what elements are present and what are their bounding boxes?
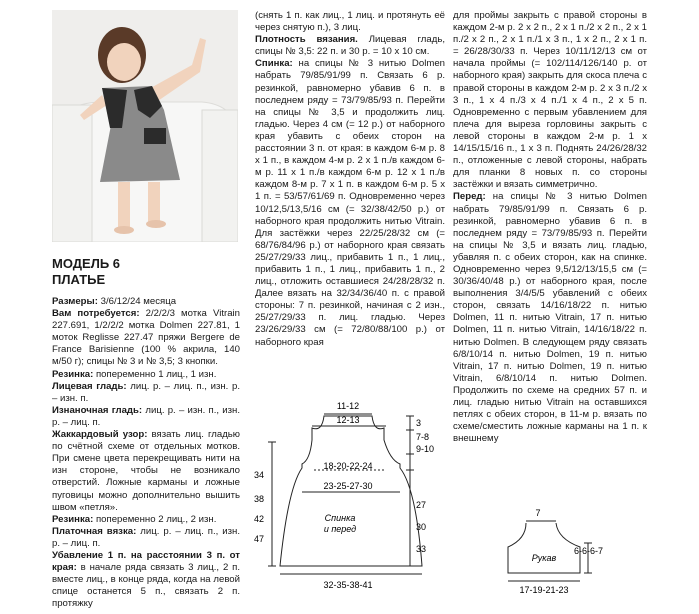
paragraph-heading: Лицевая гладь:	[52, 380, 127, 392]
body-right-label-2: 7-8	[416, 432, 430, 442]
photo-child-in-gray-dress-icon	[52, 10, 238, 242]
body-waist-label: 23-25-27-30	[323, 481, 373, 491]
paragraph-text: лиц. р. – лиц. п., изн. р. – изн. п.	[52, 380, 240, 404]
model-number: МОДЕЛЬ 6	[52, 256, 121, 271]
paragraph-text: для проймы закрыть с правой стороны в каждом 2-м р. 2 х 2 п., 2 х 1 п./2 х 2 п., 2 х 1 п./2 х 2 п., 2 х 1 п./1 х 3 п., 1 х 2 п., 2 х 1 п. = 26/28/30/33 п. Через 10/11/12/13 см от начала проймы (= 102/114/126/140 р. от наборного края) закрыть для скоса плеча с правой стороны в каждом 2-м р. 2 х 3 п./2 х 3 п., 1 х 4 п./3 х 4 п./1 х 4 п., 2 х 5 п. Одновременно с первым убавлением для плеча для выреза горловины закрыть с левой стороны в каждом 2-м р. 1 х 14/15/15/16 п., 1 х 3 п. Поднять 24/26/28/32 п., отложенные с левой стороны, набрать для планки 8 новых п. со стороны застёжки и вязать симметрично.	[453, 10, 647, 191]
paragraph	[52, 429, 240, 514]
body-left-label-2: 38	[254, 494, 265, 504]
body-center-label-1: Спинка	[324, 513, 356, 523]
paragraph-heading: Жаккардовый узор:	[52, 429, 148, 441]
paragraph	[52, 308, 240, 368]
body-mid-label: 18-20-22-24	[323, 461, 373, 471]
body-right-label-4: 27	[416, 500, 427, 510]
sleeve-center-label: Рукав	[531, 553, 557, 563]
paragraph-text: попеременно 1 лиц., 1 изн.	[93, 368, 217, 380]
body-neck-label: 12-13	[336, 415, 360, 425]
paragraph	[52, 381, 240, 405]
paragraph-text: на спицы № 3 нитью Dolmen набрать 79/85/91/99 п. Связать 6 р. резинкой, равномерно убавив 6 п. в последнем ряду = 73/79/85/93 п. Перейти на спицы № 3,5 и вязать лиц. гладью, убавляя п. с обеих сторон, как на спинке. Одновременно через 9,5/12/13/15,5 см (= 30/36/40/48 р.) от наборного края, после выполнения 3/4/5/5 убавлений с обеих сторон, связать 14/16/18/22 п. нитью Dolmen, 11 п. нитью Vitrain, 17 п. нитью Dolmen, 11 п. нитью Vitrain, 14/16/18/22 п. нитью Dolmen. В следующем ряду связать 6/8/10/14 п. нитью Dolmen, 19 п. нитью Vitrain, 17 п. нитью Dolmen, 19 п. нитью Vitrain, 6/8/10/14 п. нитью Dolmen. Продолжить по схеме на средних 57 п. и лиц. гладью нитью Vitrain на оставшихся петлях с обеих сторон, в 11-м р. вязать по схеме/сместить ложные карманы на 1 п. к внешнему	[453, 191, 647, 445]
paragraph-text: попеременно 2 лиц., 2 изн.	[93, 513, 217, 525]
paragraph-text: лиц. р. – изн. п., изн. р. – лиц. п.	[52, 404, 240, 428]
column-2	[255, 10, 445, 349]
paragraph-text: вязать лиц. гладью по счётной схеме от отдельных мотков. При смене цвета перекрещивать нити на изн стороне, чтобы не возникало отверстий. Ложные карманы и ложные пуговицы можно дополнительно вышить швом «петля».	[52, 429, 240, 513]
body-left-label-1: 34	[254, 470, 265, 480]
sleeve-top-label: 7	[535, 508, 541, 518]
paragraph-heading: Платочная вязка:	[52, 525, 137, 537]
column-1	[52, 296, 240, 610]
body-center-label-2: и перед	[323, 524, 357, 534]
model-photo	[52, 10, 238, 242]
paragraph-heading: Убавление 1 п. на расстоянии 3 п. от края:	[52, 549, 240, 574]
paragraph-heading: Резинка:	[52, 368, 94, 380]
paragraph-heading: Перед:	[453, 191, 486, 203]
paragraph	[453, 191, 647, 445]
paragraph-text: 3/6/12/24 месяца	[97, 296, 177, 307]
paragraph-text: на спицы № 3 нитью Dolmen набрать 79/85/91/99 п. Связать 6 р. резинкой, равномерно убавив 6 п. в последнем ряду = 73/79/85/93 п. Перейти на спицы № 3,5 и продолжить лиц. гладью. Через 4 см (= 12 р.) от наборного края убавить с обеих сторон на расстоянии 3 п. от края: в каждом 6-м р. 8 х 1 п., в каждом 4-м р. 2 х 1 п./в каждом 6-м р. 11 х 1 п./в каждом 6-м р. 12 х 1 п./в каждом 8-м р. 7 х 1 п. в каждом 6-м р. 5 х 1 п. = 53/57/61/69 п. Одновременно через 10/12,5/13,5/16 см (= 32/38/42/50 р.) от наборного края продолжить нитью Vitrain. Для застёжки через 22/25/28/32 см (= 68/76/84/96 р.) от наборного края связать 25/27/29/33 лиц., прибавить 1 п., 1 лиц., прибавить 1 п., 1 лиц., прибавить 1 п., 2 лиц., отложить оставшиеся 24/28/28/32 п. Далее вязать на 32/34/36/40 п. с правой стороны: 7 п. резинкой, начиная с 2 изн., 25/27/29/33 п. лиц. гладью. Через 23/26/29/33 см (= 72/80/88/100 р.) от наборного края	[255, 58, 445, 348]
model-title	[52, 256, 120, 288]
sleeve-schematic	[498, 505, 608, 595]
sleeve-right-label: 6-6-6-7	[574, 546, 604, 556]
sleeve-bottom-label: 17-19-21-23	[519, 585, 569, 595]
paragraph	[52, 514, 240, 526]
paragraph	[255, 10, 445, 34]
paragraph-text: 2/2/2/3 мотка Vitrain 227.691, 1/2/2/2 мотка Dolmen 227.81, 1 моток Reglisse 227.47 пряжи Bergere de France Barisienne (100 % акрила, 140 м/50 г); спицы № 3 и № 3,5; 3 кнопки.	[52, 308, 240, 368]
body-right-label-1: 3	[416, 418, 422, 428]
paragraph-heading: Изнаночная гладь:	[52, 404, 143, 416]
paragraph-text: Лицевая гладь, спицы № 3,5: 22 п. и 30 р. = 10 х 10 см.	[255, 34, 445, 58]
model-name: ПЛАТЬЕ	[52, 272, 106, 287]
paragraph-heading: Плотность вязания.	[255, 34, 358, 46]
body-bottom-label: 32-35-38-41	[323, 580, 373, 590]
paragraph	[255, 58, 445, 348]
body-top-label: 11-12	[336, 401, 360, 411]
paragraph-text: в начале ряда связать 3 лиц., 2 п. вместе лиц., в конце ряда, когда на левой спице останется 5 п., связать 2 п. протяжку	[52, 562, 240, 610]
paragraph-heading: Спинка:	[255, 58, 293, 70]
paragraph-text: лиц. р. – лиц. п., изн. р. – лиц. п.	[52, 525, 241, 549]
body-schematic	[250, 398, 450, 594]
paragraph	[52, 526, 240, 550]
paragraph	[52, 405, 240, 429]
body-right-label-6: 33	[416, 544, 427, 554]
body-right-label-5: 30	[416, 522, 427, 532]
paragraph	[52, 369, 240, 381]
paragraph-heading: Вам потребуется:	[52, 308, 140, 320]
body-left-label-3: 42	[254, 514, 265, 524]
paragraph-text: (снять 1 п. как лиц., 1 лиц. и протянуть её через снятую п.), 3 лиц.	[255, 10, 445, 34]
paragraph	[52, 550, 240, 610]
paragraph	[453, 10, 647, 191]
paragraph-heading: Размеры:	[52, 296, 98, 307]
paragraph	[52, 296, 240, 308]
column-3	[453, 10, 647, 445]
paragraph	[255, 34, 445, 58]
body-left-label-4: 47	[254, 534, 265, 544]
body-right-label-3: 9-10	[416, 444, 435, 454]
paragraph-heading: Резинка:	[52, 513, 94, 525]
